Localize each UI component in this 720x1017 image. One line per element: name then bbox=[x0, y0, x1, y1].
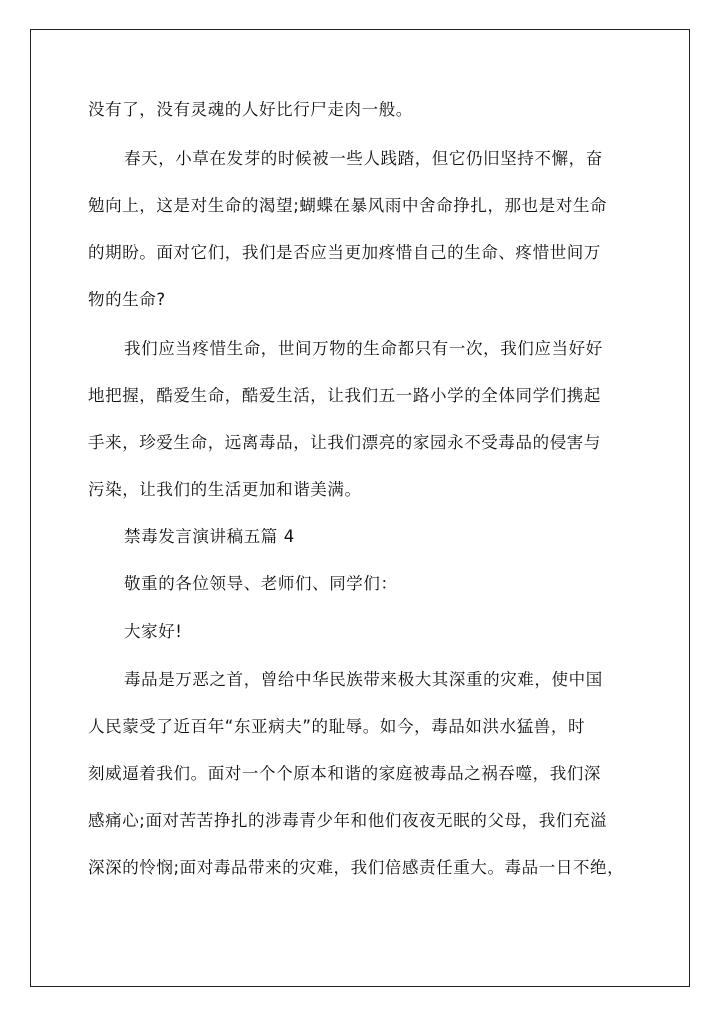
text-line-7: 地把握，酷爱生命，酷爱生活，让我们五一路小学的全体同学们携起 bbox=[88, 386, 601, 405]
text-line-14: 人民蒙受了近百年“东亚病夫”的耻辱。如今，毒品如洪水猛兽，时 bbox=[88, 717, 586, 736]
text-line-2: 春天，小草在发芽的时候被一些人践踏，但它仍旧坚持不懈，奋 bbox=[124, 149, 603, 168]
text-line-17: 深深的怜悯;面对毒品带来的灾难，我们倍感责任重大。毒品一日不绝， bbox=[88, 858, 625, 877]
page-border bbox=[30, 29, 690, 987]
salutation-line: 敬重的各位领导、老师们、同学们： bbox=[124, 574, 398, 593]
greeting-line: 大家好! bbox=[124, 622, 183, 641]
text-line-8: 手来，珍爱生命，远离毒品，让我们漂亮的家园永不受毒品的侵害与 bbox=[88, 433, 601, 452]
text-line-6: 我们应当疼惜生命，世间万物的生命都只有一次，我们应当好好 bbox=[124, 339, 603, 358]
text-line-1: 没有了，没有灵魂的人好比行尸走肉一般。 bbox=[88, 100, 413, 119]
text-line-16: 感痛心;面对苦苦挣扎的涉毒青少年和他们夜夜无眠的父母，我们充溢 bbox=[88, 811, 608, 830]
text-line-13: 毒品是万恶之首，曾给中华民族带来极大其深重的灾难，使中国 bbox=[124, 670, 603, 689]
text-line-3: 勉向上，这是对生命的渴望;蝴蝶在暴风雨中舍命挣扎，那也是对生命 bbox=[88, 196, 608, 215]
text-line-4: 的期盼。面对它们，我们是否应当更加疼惜自己的生命、疼惜世间万 bbox=[88, 243, 601, 262]
text-line-5: 物的生命? bbox=[88, 290, 166, 309]
text-line-15: 刻威逼着我们。面对一个个原本和谐的家庭被毒品之祸吞噬，我们深 bbox=[88, 764, 601, 783]
section-heading: 禁毒发言演讲稿五篇 4 bbox=[124, 527, 295, 546]
text-line-9: 污染，让我们的生活更加和谐美满。 bbox=[88, 480, 362, 499]
